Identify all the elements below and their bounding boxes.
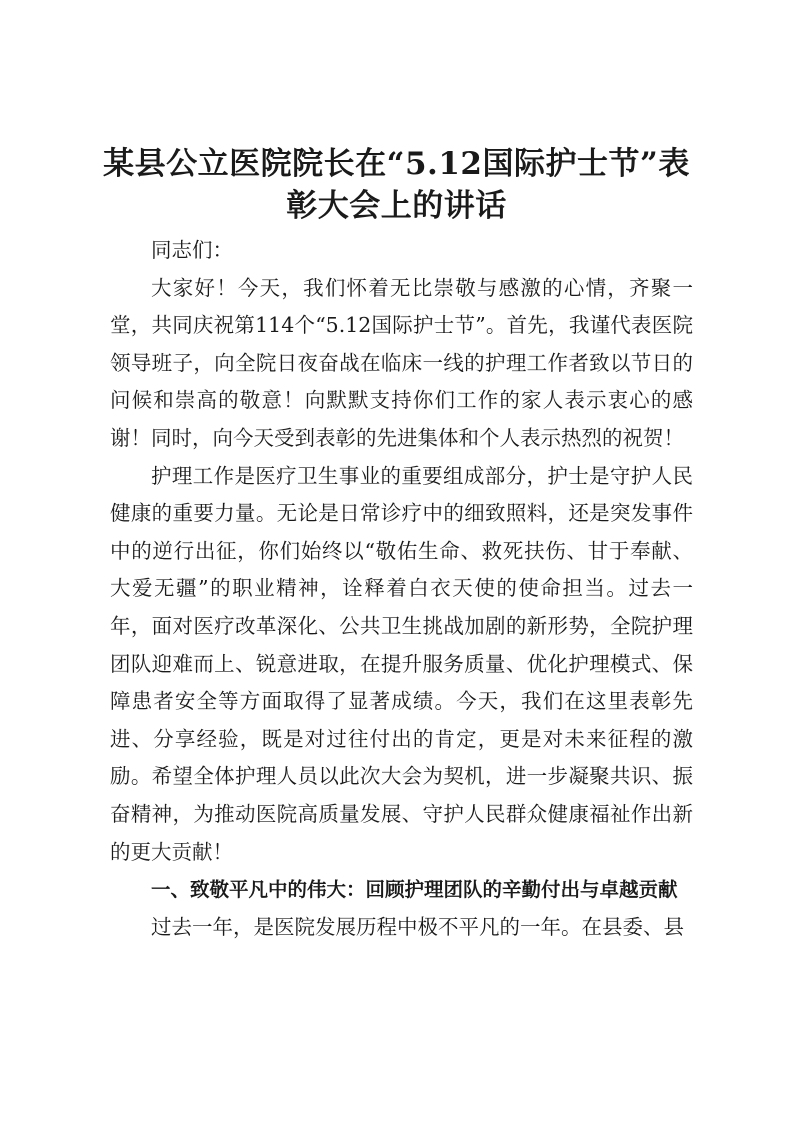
paragraph-greeting: 大家好！今天，我们怀着无比崇敬与感激的心情，齐聚一堂，共同庆祝第114个“5.12国际护士节”。首先，我谨代表医院领导班子，向全院日夜奋战在临床一线的护理工作者致以节日的问候和崇高的敬意！向默默支持你们工作的家人表示衷心的感谢！同时，向今天受到表彰的先进集体和个人表示热烈的祝贺！ [110,275,693,450]
document-body [110,232,693,946]
section-heading: 一、致敬平凡中的伟大：回顾护理团队的辛勤付出与卓越贡献 [151,878,678,902]
paragraph-nursing-work: 护理工作是医疗卫生事业的重要组成部分，护士是守护人民健康的重要力量。无论是日常诊疗中的细致照料，还是突发事件中的逆行出征，你们始终以“敬佑生命、救死扶伤、甘于奉献、大爱无疆”的职业精神，诠释着白衣天使的使命担当。过去一年，面对医疗改革深化、公共卫生挑战加剧的新形势，全院护理团队迎难而上、锐意进取，在提升服务质量、优化护理模式、保障患者安全等方面取得了显著成绩。今天，我们在这里表彰先进、分享经验，既是对过往付出的肯定，更是对未来征程的激励。希望全体护理人员以此次大会为契机，进一步凝聚共识、振奋精神，为推动医院高质量发展、守护人民群众健康福祉作出新的更大贡献！ [110,463,693,864]
salutation: 同志们： [151,238,233,262]
section-paragraph: 过去一年，是医院发展历程中极不平凡的一年。在县委、县 [151,914,684,939]
document-title: 某县公立医院院长在“5.12国际护士节”表彰大会上的讲话 [103,146,690,224]
